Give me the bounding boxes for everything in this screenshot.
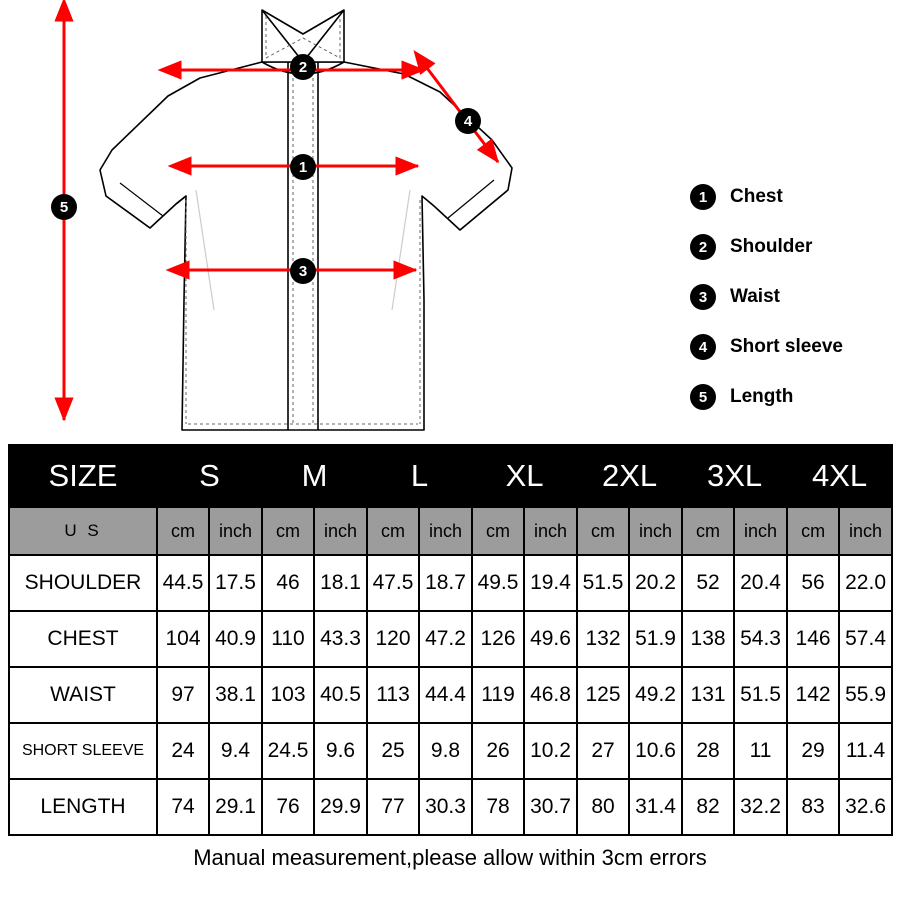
legend-label-length: Length (730, 386, 794, 407)
cell-short-sleeve-2xl-inch: 10.6 (629, 723, 682, 779)
cell-shoulder-4xl-cm: 56 (787, 555, 839, 611)
legend-badge-2: 2 (690, 234, 716, 260)
cell-chest-m-inch: 43.3 (314, 611, 367, 667)
cell-short-sleeve-l-cm: 25 (367, 723, 419, 779)
row-label-chest: CHEST (9, 611, 157, 667)
unit-inch-xl: inch (524, 507, 577, 555)
cell-shoulder-3xl-inch: 20.4 (734, 555, 787, 611)
measurement-note: Manual measurement,please allow within 3cm errors (193, 845, 707, 870)
legend-item-shoulder (690, 222, 900, 272)
row-label-shoulder: SHOULDER (9, 555, 157, 611)
cell-shoulder-xl-cm: 49.5 (472, 555, 524, 611)
cell-shoulder-l-cm: 47.5 (367, 555, 419, 611)
cell-chest-3xl-cm: 138 (682, 611, 734, 667)
legend-label-chest: Chest (730, 186, 783, 207)
cell-shoulder-l-inch: 18.7 (419, 555, 472, 611)
unit-inch-s: inch (209, 507, 262, 555)
header-size-s: S (157, 445, 262, 507)
cell-chest-s-inch: 40.9 (209, 611, 262, 667)
header-size-l: L (367, 445, 472, 507)
cell-short-sleeve-m-cm: 24.5 (262, 723, 314, 779)
unit-inch-3xl: inch (734, 507, 787, 555)
cell-shoulder-xl-inch: 19.4 (524, 555, 577, 611)
cell-length-4xl-cm: 83 (787, 779, 839, 835)
cell-length-xl-cm: 78 (472, 779, 524, 835)
header-size-2xl: 2XL (577, 445, 682, 507)
cell-shoulder-2xl-inch: 20.2 (629, 555, 682, 611)
legend-item-chest (690, 172, 900, 222)
cell-waist-3xl-cm: 131 (682, 667, 734, 723)
marker-length: 5 (51, 194, 77, 220)
cell-length-2xl-cm: 80 (577, 779, 629, 835)
cell-short-sleeve-xl-inch: 10.2 (524, 723, 577, 779)
cell-waist-s-cm: 97 (157, 667, 209, 723)
cell-short-sleeve-m-inch: 9.6 (314, 723, 367, 779)
unit-cm-4xl: cm (787, 507, 839, 555)
cell-length-m-cm: 76 (262, 779, 314, 835)
header-size-xl: XL (472, 445, 577, 507)
cell-waist-xl-inch: 46.8 (524, 667, 577, 723)
legend-item-waist (690, 272, 900, 322)
cell-waist-4xl-cm: 142 (787, 667, 839, 723)
header-size-m: M (262, 445, 367, 507)
unit-inch-l: inch (419, 507, 472, 555)
cell-short-sleeve-l-inch: 9.8 (419, 723, 472, 779)
cell-length-m-inch: 29.9 (314, 779, 367, 835)
header-size-4xl: 4XL (787, 445, 892, 507)
legend-item-length (690, 372, 900, 422)
cell-chest-xl-cm: 126 (472, 611, 524, 667)
cell-length-s-inch: 29.1 (209, 779, 262, 835)
table-row (9, 723, 892, 779)
cell-waist-3xl-inch: 51.5 (734, 667, 787, 723)
cell-chest-2xl-inch: 51.9 (629, 611, 682, 667)
table-row (9, 779, 892, 835)
cell-short-sleeve-s-cm: 24 (157, 723, 209, 779)
unit-cm-m: cm (262, 507, 314, 555)
cell-shoulder-3xl-cm: 52 (682, 555, 734, 611)
cell-length-3xl-inch: 32.2 (734, 779, 787, 835)
cell-length-l-inch: 30.3 (419, 779, 472, 835)
cell-waist-xl-cm: 119 (472, 667, 524, 723)
unit-cm-3xl: cm (682, 507, 734, 555)
cell-waist-m-cm: 103 (262, 667, 314, 723)
cell-short-sleeve-4xl-inch: 11.4 (839, 723, 892, 779)
cell-length-xl-inch: 30.7 (524, 779, 577, 835)
size-table (8, 444, 893, 836)
cell-short-sleeve-2xl-cm: 27 (577, 723, 629, 779)
marker-short-sleeve: 4 (455, 108, 481, 134)
cell-short-sleeve-xl-cm: 26 (472, 723, 524, 779)
cell-short-sleeve-3xl-cm: 28 (682, 723, 734, 779)
table-row (9, 667, 892, 723)
cell-chest-l-cm: 120 (367, 611, 419, 667)
unit-cm-2xl: cm (577, 507, 629, 555)
unit-inch-2xl: inch (629, 507, 682, 555)
cell-waist-2xl-inch: 49.2 (629, 667, 682, 723)
cell-length-l-cm: 77 (367, 779, 419, 835)
cell-shoulder-s-cm: 44.5 (157, 555, 209, 611)
cell-chest-m-cm: 110 (262, 611, 314, 667)
cell-shoulder-4xl-inch: 22.0 (839, 555, 892, 611)
cell-chest-3xl-inch: 54.3 (734, 611, 787, 667)
cell-shoulder-m-cm: 46 (262, 555, 314, 611)
marker-chest: 1 (290, 154, 316, 180)
header-size-3xl: 3XL (682, 445, 787, 507)
unit-cm-s: cm (157, 507, 209, 555)
legend-badge-1: 1 (690, 184, 716, 210)
legend-badge-3: 3 (690, 284, 716, 310)
cell-chest-2xl-cm: 132 (577, 611, 629, 667)
legend (690, 172, 900, 422)
legend-badge-4: 4 (690, 334, 716, 360)
row-label-short-sleeve: SHORT SLEEVE (9, 723, 157, 779)
legend-label-waist: Waist (730, 286, 780, 307)
table-row (9, 611, 892, 667)
cell-chest-4xl-cm: 146 (787, 611, 839, 667)
cell-short-sleeve-s-inch: 9.4 (209, 723, 262, 779)
unit-us-label: U S (9, 507, 157, 555)
marker-shoulder: 2 (290, 54, 316, 80)
cell-waist-s-inch: 38.1 (209, 667, 262, 723)
cell-length-2xl-inch: 31.4 (629, 779, 682, 835)
cell-waist-m-inch: 40.5 (314, 667, 367, 723)
cell-chest-xl-inch: 49.6 (524, 611, 577, 667)
cell-length-4xl-inch: 32.6 (839, 779, 892, 835)
marker-waist: 3 (290, 258, 316, 284)
legend-badge-5: 5 (690, 384, 716, 410)
cell-shoulder-m-inch: 18.1 (314, 555, 367, 611)
unit-cm-l: cm (367, 507, 419, 555)
unit-inch-4xl: inch (839, 507, 892, 555)
table-row (9, 555, 892, 611)
cell-chest-4xl-inch: 57.4 (839, 611, 892, 667)
cell-chest-l-inch: 47.2 (419, 611, 472, 667)
table-unit-row (9, 507, 892, 555)
row-label-length: LENGTH (9, 779, 157, 835)
legend-label-shoulder: Shoulder (730, 236, 813, 257)
unit-cm-xl: cm (472, 507, 524, 555)
unit-inch-m: inch (314, 507, 367, 555)
legend-item-short-sleeve (690, 322, 900, 372)
cell-short-sleeve-3xl-inch: 11 (734, 723, 787, 779)
cell-waist-4xl-inch: 55.9 (839, 667, 892, 723)
cell-short-sleeve-4xl-cm: 29 (787, 723, 839, 779)
cell-length-3xl-cm: 82 (682, 779, 734, 835)
cell-waist-2xl-cm: 125 (577, 667, 629, 723)
cell-waist-l-inch: 44.4 (419, 667, 472, 723)
header-size: SIZE (9, 445, 157, 507)
cell-waist-l-cm: 113 (367, 667, 419, 723)
cell-shoulder-s-inch: 17.5 (209, 555, 262, 611)
legend-label-short-sleeve: Short sleeve (730, 336, 843, 357)
row-label-waist: WAIST (9, 667, 157, 723)
cell-chest-s-cm: 104 (157, 611, 209, 667)
cell-shoulder-2xl-cm: 51.5 (577, 555, 629, 611)
table-header-row (9, 445, 892, 507)
cell-length-s-cm: 74 (157, 779, 209, 835)
